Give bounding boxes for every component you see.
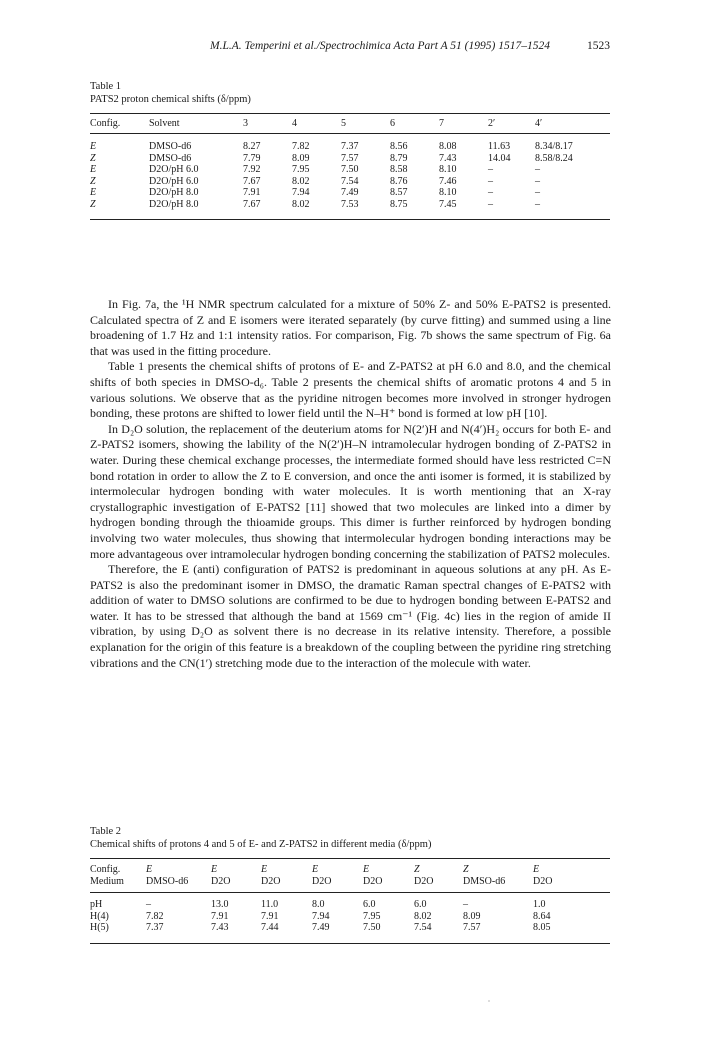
table2-row-cell: 7.50 [363,922,381,933]
table1-col-header: 5 [341,118,346,129]
table1-block [90,80,610,220]
table2-header-row-cell: E [533,864,540,875]
table1-row-cell: D2O/pH 6.0 [149,164,199,175]
table1-row-cell: 8.08 [439,141,457,152]
table1-col-header: 4 [292,118,297,129]
table1-row-cell: 8.58 [390,164,408,175]
table2-row-cell: 7.95 [363,910,381,922]
table1-row-cell: D2O/pH 8.0 [149,198,199,210]
table1-row-cell: 8.27 [243,141,261,152]
table1-row-cell: 7.46 [439,175,457,187]
table2-row-cell: – [146,899,151,910]
table1-row-cell: 7.57 [341,152,359,164]
table2-row-cell: 7.94 [312,910,330,922]
table2-header-row-cell: E [363,864,370,875]
table1-row-cell: 7.94 [292,187,310,198]
table2-header-row-cell: E [312,864,319,875]
table1-row-cell: 8.75 [390,198,408,210]
table2-header-row-cell: D2O [261,875,281,887]
table2-row-cell: 6.0 [363,899,376,910]
table2-row-cell: 8.64 [533,910,551,922]
table1-row-cell: DMSO-d6 [149,141,192,152]
table2-row-cell: 7.37 [146,922,164,933]
table1-col-header: 6 [390,118,395,129]
table2-row-cell: 7.49 [312,922,330,933]
table2-row-cell: 8.05 [533,922,551,933]
table1-row-cell: Z [90,152,96,164]
table1-row-cell: 7.91 [243,187,261,198]
table2-label: Table 2 [90,826,122,837]
table1-row-cell: E [90,187,97,198]
table1-row-cell: 7.37 [341,141,359,152]
table2-row-cell: 8.02 [414,910,432,922]
table1-row-cell: 7.49 [341,187,359,198]
table2-block [90,825,610,944]
table1-row [90,176,610,188]
table2-header-row-cell: Config. [90,864,121,875]
table2-row-cell: – [463,899,468,910]
table1-row-cell: 8.10 [439,164,457,175]
table1-row [90,164,610,176]
table2-row [90,911,610,923]
table1-row-cell: 14.04 [488,152,511,164]
table1-row-cell: 7.67 [243,198,261,210]
table2-header-row-cell: Z [463,864,469,875]
table1-row [90,153,610,165]
table1-row-cell: 8.09 [292,152,310,164]
table2-header-row-cell: D2O [312,875,332,887]
table2-row-cell: 7.43 [211,922,229,933]
table1-row-cell: – [488,198,493,210]
table1-row [90,187,610,199]
table2-header-row-cell: E [261,864,268,875]
table1-row-cell: 8.34/8.17 [535,141,573,152]
table1-row-cell: 7.45 [439,198,457,210]
table1-col-header: Config. [90,118,121,129]
table2-header-row-cell: D2O [414,875,434,887]
table2-row-cell: 1.0 [533,899,546,910]
table2-row [90,922,610,943]
table1-row-cell: E [90,164,97,175]
table2-header-row-cell: D2O [533,875,553,887]
table1-row-cell: – [488,164,493,175]
table2-header-row-cell: Z [414,864,420,875]
paragraph: In D₂O solution, the replacement of the deuterium atoms for N(2′)H and N(4′)H₂ occurs for both E- and Z-PATS2 isomers, showing the lability of the N(2′)H–N intramolecular hydrogen bonding of Z-PATS2 in water. During these chemical exchange processes, the intermediate formed should have less restricted C=N bond rotation in order to allow the Z to E conversion, and once the anti isomer is formed, it is stabilized by intermolecular hydrogen bonding with water molecules. It is worth mentioning that an X-ray crystallographic investigation of E-PATS2 [11] showed that two molecules are linked into a dimer by hydrogen bonding through the thioamide groups. This dimer is further reinforced by hydrogen bonding involving two water molecules, thus showing that intermolecular hydrogen bonding interactions may be more advantageous over intramolecular hydrogen bonding concerning the stabilization of PATS2 molecules. [90,421,611,561]
table1-row-cell: – [535,175,540,187]
table2-header-row-cell: DMSO-d6 [463,875,506,887]
table2-row-cell: 7.54 [414,922,432,933]
table2-header-row-cell: E [211,864,218,875]
table1-col-header: 2′ [488,118,496,129]
table2-row-cell: 7.82 [146,910,164,922]
page-number: 1523 [587,40,610,52]
table2-header-row-cell: E [146,864,153,875]
table1-row-cell: 8.02 [292,198,310,210]
table1-row-cell: D2O/pH 8.0 [149,187,199,198]
table2-header-row [90,876,610,893]
table1-row-cell: – [488,187,493,198]
table1-row-cell: 8.56 [390,141,408,152]
table1-col-header: 7 [439,118,444,129]
table1-row [90,199,610,220]
table1-col-header: 4′ [535,118,543,129]
table1-row-cell: Z [90,198,96,210]
table2 [90,858,610,944]
scan-speck [488,1000,490,1002]
table1-row-cell: 8.79 [390,152,408,164]
table1-row-cell: 7.95 [292,164,310,175]
table1-row-cell: 11.63 [488,141,511,152]
table1-row-cell: 7.67 [243,175,261,187]
table2-header-row-cell: Medium [90,875,124,887]
table1-caption: PATS2 proton chemical shifts (δ/ppm) [90,94,251,105]
table2-header-row-cell: D2O [363,875,383,887]
table1-row-cell: 7.43 [439,152,457,164]
table2-header-row-cell: D2O [211,875,231,887]
table2-row-cell: pH [90,899,103,910]
table2-row-cell: 7.44 [261,922,279,933]
table1-header-row [90,114,610,134]
table2-row-cell: H(5) [90,922,109,933]
table2-caption: Chemical shifts of protons 4 and 5 of E- and Z-PATS2 in different media (δ/ppm) [90,839,432,850]
table2-row-cell: 7.91 [211,910,229,922]
table1-row-cell: – [535,198,540,210]
table1-col-header: Solvent [149,118,180,129]
paragraph: Table 1 presents the chemical shifts of protons of E- and Z-PATS2 at pH 6.0 and 8.0, and the chemical shifts of both species in DMSO-d₆. Table 2 presents the chemical shifts of aromatic protons 4 and 5 in various solutions. We observe that as the pyridine nitrogen becomes more involved in stronger hydrogen bonding, these protons are shifted to lower field until the N–H⁺ bond is formed at low pH [10]. [90,359,611,421]
table2-row-cell: H(4) [90,910,109,922]
table1-row-cell: 7.53 [341,198,359,210]
table1-row-cell: E [90,141,97,152]
table2-row-cell: 11.0 [261,899,279,910]
table2-row [90,893,610,911]
table1-row-cell: – [535,164,540,175]
table1-row-cell: Z [90,175,96,187]
table1 [90,113,610,220]
table1-row-cell: 7.54 [341,175,359,187]
table1-row-cell: – [488,175,493,187]
paragraph: Therefore, the E (anti) configuration of PATS2 is predominant in aqueous solutions at any pH. As E-PATS2 is also the predominant isomer in DMSO, the dramatic Raman spectral changes of E-PATS2 with addition of water to DMSO solutions are confirmed to be due to hydrogen bonding between E-PATS2 and water. It has to be stressed that although the band at 1569 cm⁻¹ (Fig. 4c) lies in the region of amide II vibration, by using D₂O as solvent there is no decrease in its relative intensity. Therefore, a possible explanation for the origin of this feature is a breakdown of the coupling between the pyridine ring stretching vibrations and the CN(1′) stretching mode due to the interaction of the molecule with water. [90,562,611,670]
table1-row-cell: 8.76 [390,175,408,187]
table1-row-cell: D2O/pH 6.0 [149,175,199,187]
table1-row [90,134,610,153]
table2-row-cell: 6.0 [414,899,427,910]
table2-row-cell: 7.91 [261,910,279,922]
table1-row-cell: 7.79 [243,152,261,164]
paragraph: In Fig. 7a, the ¹H NMR spectrum calculated for a mixture of 50% Z- and 50% E-PATS2 is presented. Calculated spectra of Z and E isomers were iterated separately (by curve fitting) and summed using a line broadening of 1.7 Hz and 1:1 intensity ratios. For comparison, Fig. 7b shows the same spectrum of Fig. 6a that was used in the fitting procedure. [90,297,611,358]
body-text [90,297,611,671]
running-head: M.L.A. Temperini et al./Spectrochimica Acta Part A 51 (1995) 1517–1524 [210,40,550,52]
table2-row-cell: 7.57 [463,922,481,933]
table1-row-cell: 8.02 [292,175,310,187]
table1-row-cell: 7.92 [243,164,261,175]
table2-row-cell: 8.09 [463,910,481,922]
table1-row-cell: – [535,187,540,198]
table1-row-cell: 7.82 [292,141,310,152]
table1-row-cell: DMSO-d6 [149,152,192,164]
table2-header-row-cell: DMSO-d6 [146,875,189,887]
table1-col-header: 3 [243,118,248,129]
table1-row-cell: 8.58/8.24 [535,152,573,164]
table1-label: Table 1 [90,81,122,92]
table2-row-cell: 8.0 [312,899,325,910]
table1-row-cell: 7.50 [341,164,359,175]
table2-header-row [90,859,610,876]
table2-row-cell: 13.0 [211,899,229,910]
table1-row-cell: 8.10 [439,187,457,198]
table1-row-cell: 8.57 [390,187,408,198]
